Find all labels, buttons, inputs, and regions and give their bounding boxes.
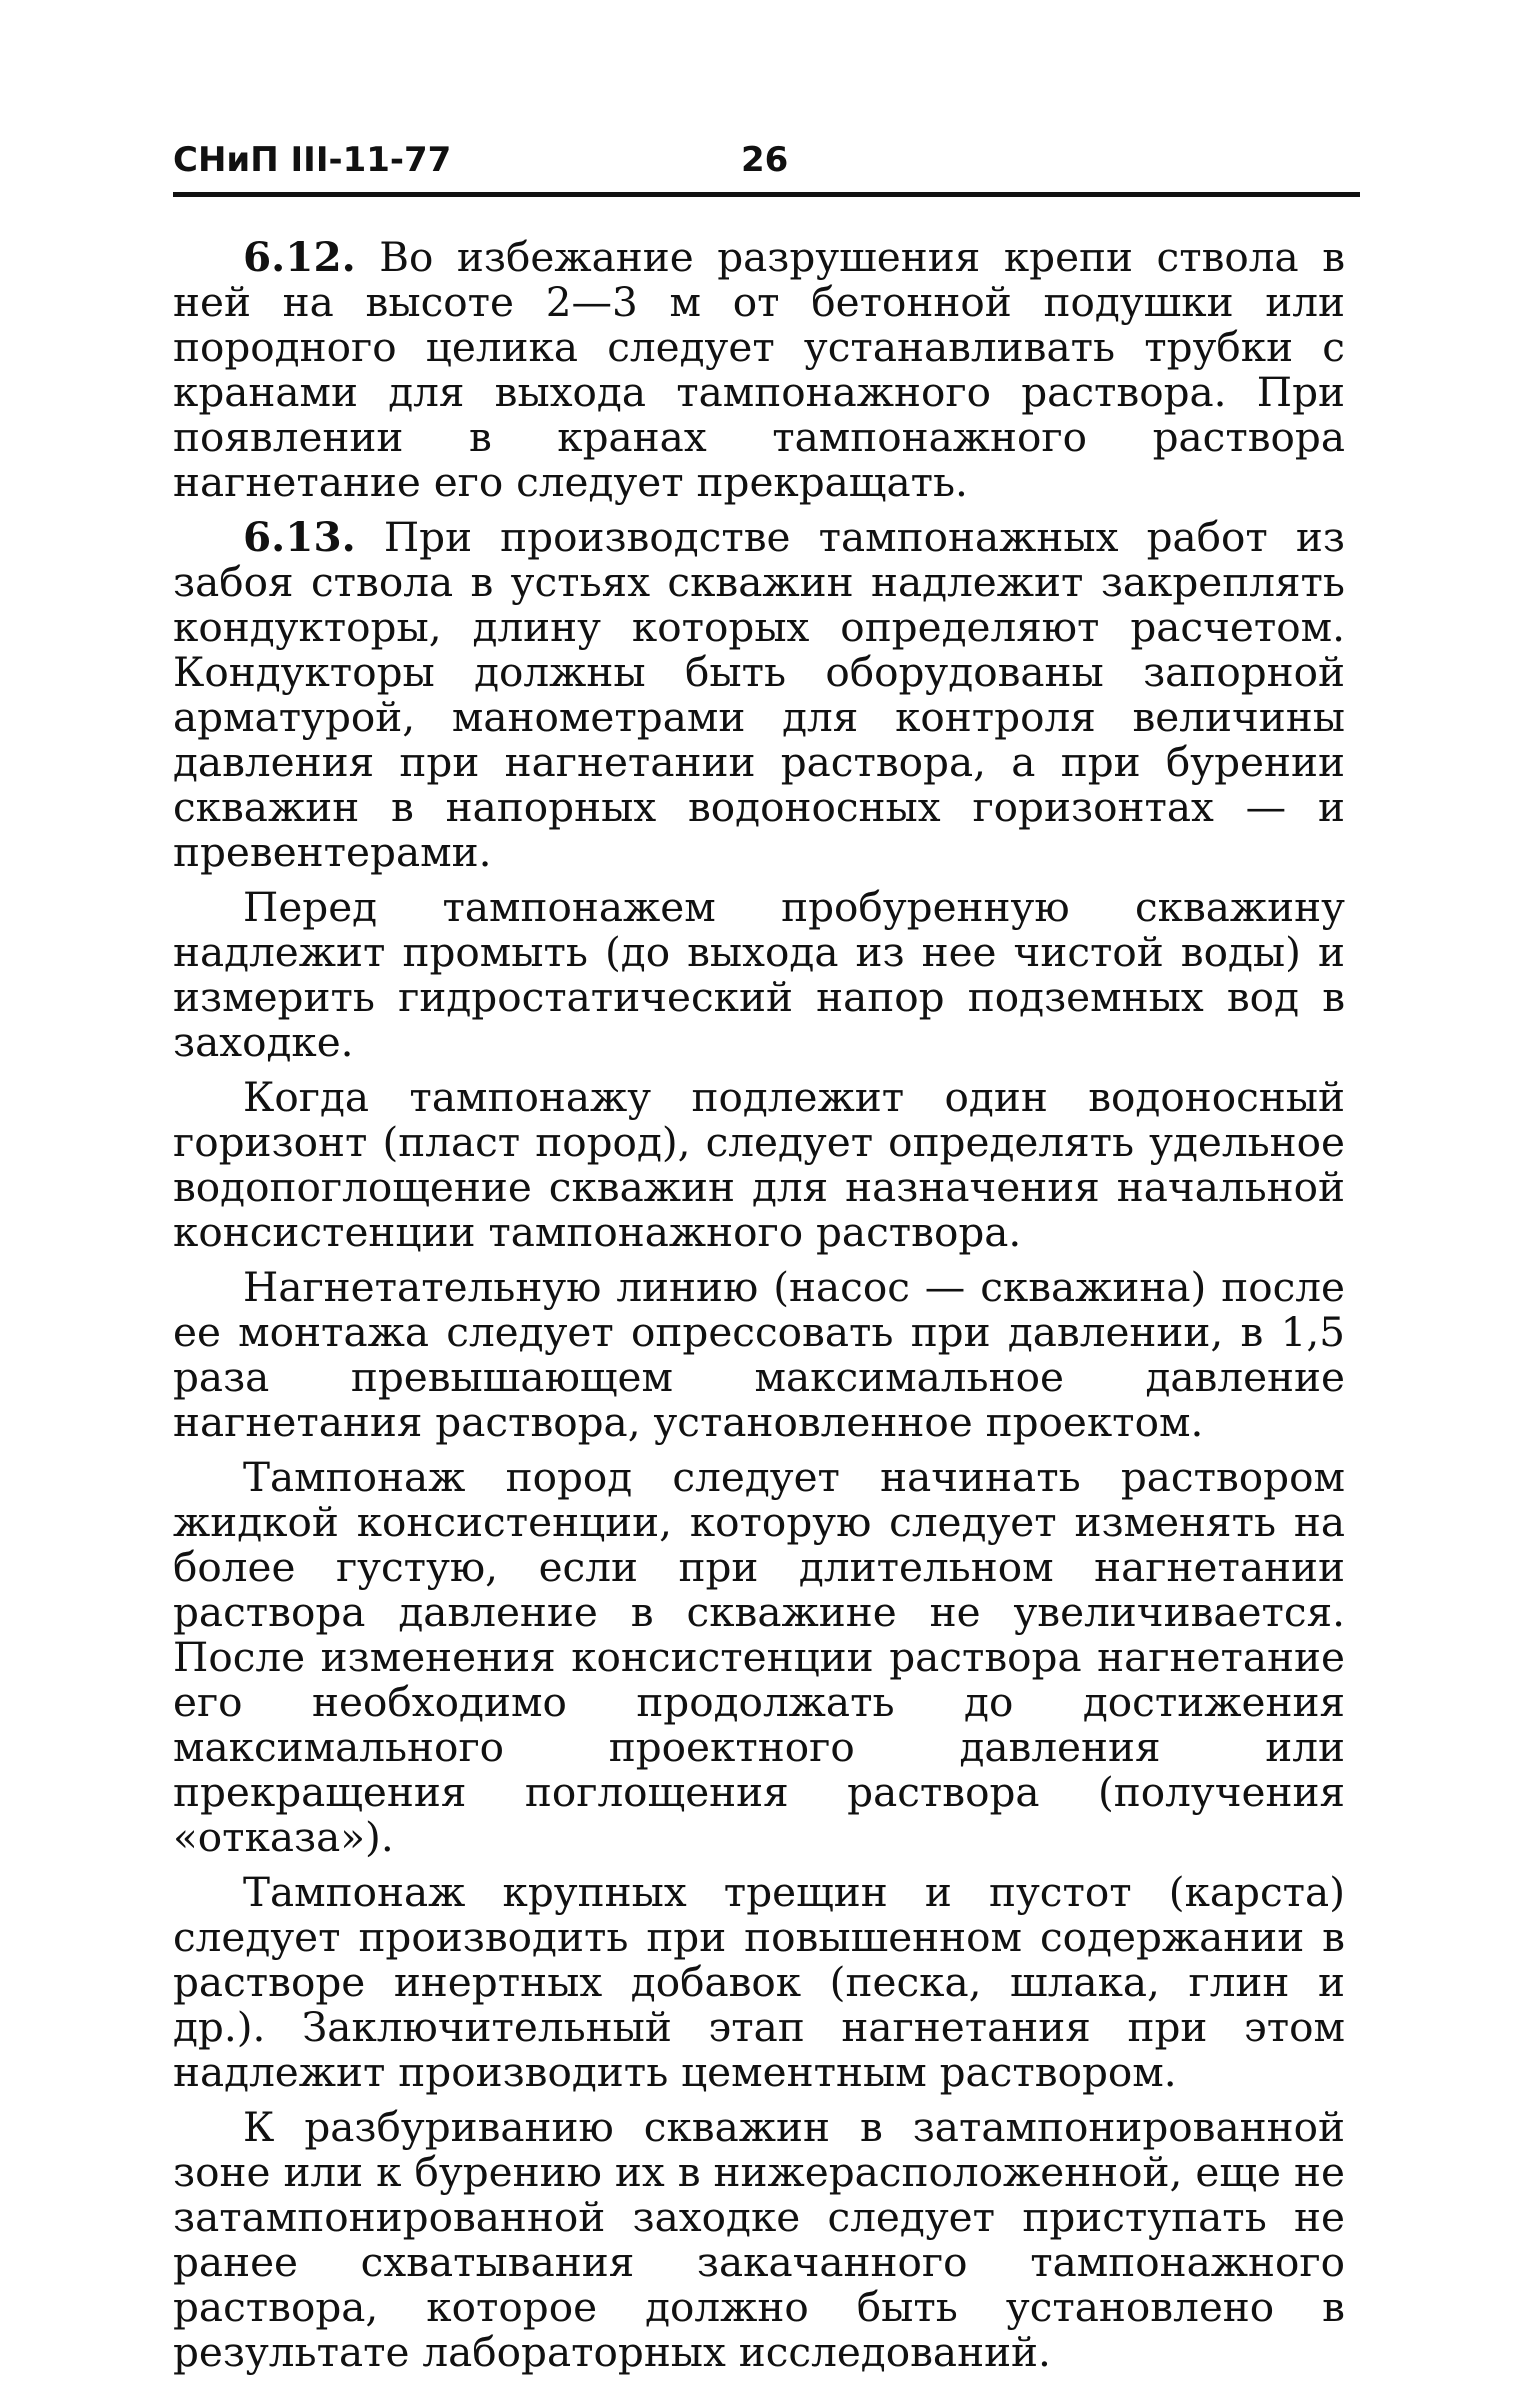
paragraph <box>173 885 1345 1065</box>
paragraph-text: При производстве тампонажных работ из забоя ствола в устьях скважин надлежит закреплять кондукторы, длину которых определяют расчетом. Кондукторы должны быть оборудованы запорной арматурой, манометрами для контроля величины давления при нагнетании раствора, а при бурении скважин в напорных водоносных горизонтах — и превентерами. <box>173 513 1345 876</box>
page-number: 26 <box>741 140 789 180</box>
header-divider <box>173 192 1360 197</box>
clause-number: 6.12. <box>243 233 356 281</box>
paragraph-6-13 <box>173 515 1345 875</box>
clause-number: 6.13. <box>243 513 356 561</box>
paragraph-text: Во избежание разрушения крепи ствола в ней на высоте 2—3 м от бетонной подушки или породного целика следует устанавливать трубки с кранами для выхода тампонажного раствора. При появлении в кранах тампонажного раствора нагнетание его следует прекращать. <box>173 233 1345 506</box>
paragraph-text: Перед тампонажем пробуренную скважину надлежит промыть (до выхода из нее чистой воды) и измерить гидростатический напор подземных вод в заходке. <box>173 883 1345 1066</box>
page-header <box>173 140 1360 190</box>
document-code: СНиП III-11-77 <box>173 140 452 180</box>
paragraph-6-12 <box>173 235 1345 505</box>
paragraph <box>173 1870 1345 2095</box>
body-text <box>173 235 1345 2385</box>
paragraph <box>173 2105 1345 2375</box>
paragraph-text: Нагнетательную линию (насос — скважина) после ее монтажа следует опрессовать при давлении, в 1,5 раза превышающем максимальное давление нагнетания раствора, установленное проектом. <box>173 1263 1345 1446</box>
paragraph-text: К разбуриванию скважин в затампонированной зоне или к бурению их в нижерасположенной, еще не затампонированной заходке следует приступать не ранее схватывания закачанного тампонажного раствора, которое должно быть установлено в результате лабораторных исследований. <box>173 2103 1345 2376</box>
paragraph <box>173 1075 1345 1255</box>
paragraph <box>173 1455 1345 1860</box>
paragraph-text: Тампонаж крупных трещин и пустот (карста) следует производить при повышенном содержании в растворе инертных добавок (песка, шлака, глин и др.). Заключительный этап нагнетания при этом надлежит производить цементным раствором. <box>173 1868 1345 2096</box>
paragraph <box>173 1265 1345 1445</box>
paragraph-text: Тампонаж пород следует начинать раствором жидкой консистенции, которую следует изменять на более густую, если при длительном нагнетании раствора давление в скважине не увеличивается. После изменения консистенции раствора нагнетание его необходимо продолжать до достижения максимального проектного давления или прекращения поглощения раствора (получения «отказа»). <box>173 1453 1345 1861</box>
paragraph-text: Когда тампонажу подлежит один водоносный горизонт (пласт пород), следует определять удельное водопоглощение скважин для назначения начальной консистенции тампонажного раствора. <box>173 1073 1345 1256</box>
